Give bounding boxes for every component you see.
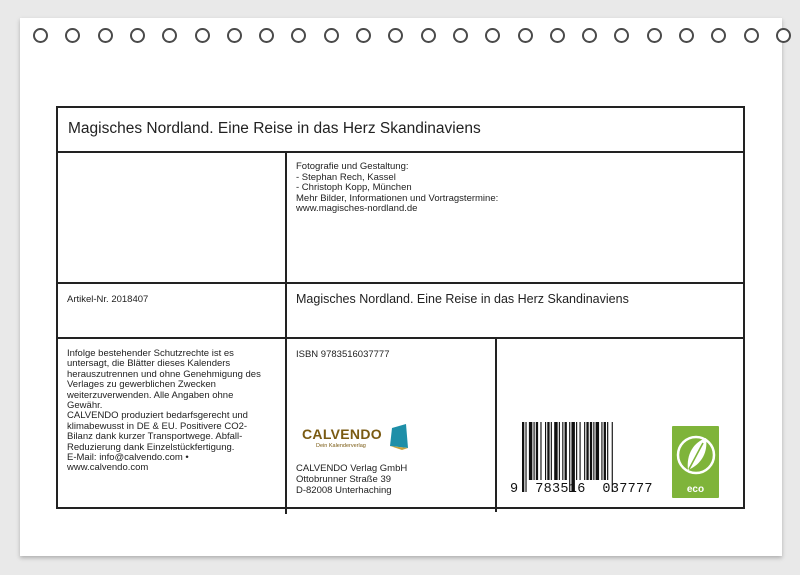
legal-line: CALVENDO produziert bedarfsgerecht und [67,410,248,422]
binding-ring [388,28,403,43]
binding-ring [485,28,500,43]
eco-badge [672,426,719,498]
publisher-address [296,464,407,496]
logo-name: CALVENDO [302,426,382,442]
binding-ring [162,28,177,43]
calvendo-logo [302,424,412,454]
binding-ring [291,28,306,43]
divider [495,338,497,512]
photo-credits [296,162,498,215]
binding-ring [582,28,597,43]
legal-line: Gewähr. [67,400,103,412]
binding-ring [421,28,436,43]
binding-ring [711,28,726,43]
binding-ring [614,28,629,43]
logo-tagline: Dein Kalenderverlag [316,443,366,449]
divider [285,152,287,514]
legal-line: herauszutrennen und ohne Genehmigung des [67,368,261,380]
credit-line: www.magisches-nordland.de [296,203,418,214]
binding-ring [776,28,791,43]
publisher-line: D-82008 Unterhaching [296,484,392,496]
binding-ring [195,28,210,43]
leaf-icon [672,426,719,484]
binding-ring [679,28,694,43]
publisher-line: CALVENDO Verlag GmbH [296,463,408,474]
binding-ring [33,28,48,43]
binding-ring [647,28,662,43]
info-frame [56,106,745,509]
binding-ring [744,28,759,43]
publisher-line: Ottobrunner Straße 39 [296,473,392,485]
calendar-title: Magisches Nordland. Eine Reise in das Herz Skandinaviens [68,120,481,137]
article-number: Artikel-Nr. 2018407 [67,294,149,305]
binding-ring [98,28,113,43]
legal-notice [67,349,277,474]
binding-ring [518,28,533,43]
binding-ring [453,28,468,43]
binding-ring [130,28,145,43]
spiral-binding [20,28,782,48]
legal-line: Bilanz dank kurzer Transportwege. Abfall- [67,431,243,443]
legal-line: klimabewusst in DE & EU. Positivere CO2- [67,420,248,432]
divider [58,151,743,153]
eco-label: eco [686,484,705,495]
binding-ring [356,28,371,43]
binding-ring [227,28,242,43]
legal-line: Reduzierung dank Einzelstückfertigung. [67,441,235,453]
logo-mark-icon [388,424,410,450]
legal-line: weiterzuverwenden. Alle Angaben ohne [67,389,234,401]
legal-line: www.calvendo.com [67,462,149,474]
legal-line: Infolge bestehender Schutzrechte ist es [67,348,234,359]
legal-line: E-Mail: info@calvendo.com • [67,452,189,464]
legal-line: Verlages zu gewerblichen Zwecken [67,379,216,391]
binding-ring [324,28,339,43]
barcode-digits: 9 783516 037777 [510,482,653,497]
divider [58,337,743,339]
credit-line: - Christoph Kopp, München [296,182,412,193]
legal-line: untersagt, die Blätter dieses Kalenders [67,358,231,370]
isbn: ISBN 9783516037777 [296,349,390,360]
credit-line: Fotografie und Gestaltung: [296,161,409,172]
credit-line: Mehr Bilder, Informationen und Vortragstermine: [296,192,499,204]
credit-line: - Stephan Rech, Kassel [296,171,396,183]
binding-ring [550,28,565,43]
article-title: Magisches Nordland. Eine Reise in das Herz Skandinaviens [296,292,629,306]
binding-ring [259,28,274,43]
divider [58,282,743,284]
binding-ring [65,28,80,43]
